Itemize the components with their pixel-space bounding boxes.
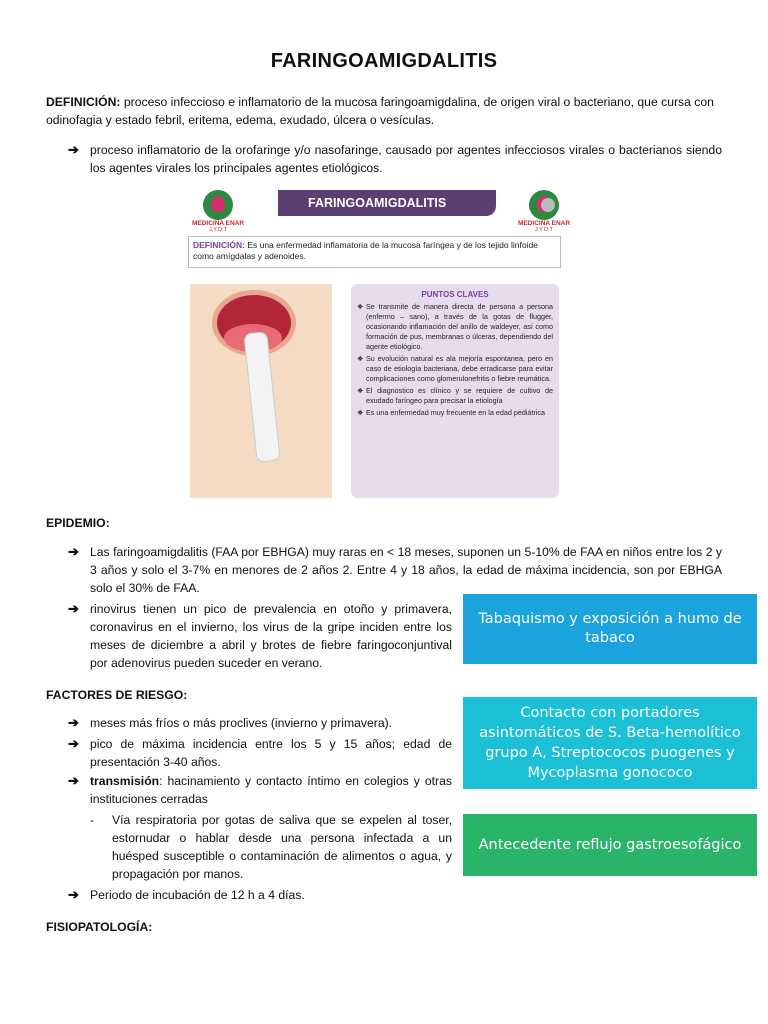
- definition-bullet: [68, 141, 722, 177]
- definition-text: proceso infeccioso e inflamatorio de la mucosa faringoamigdalina, de origen viral o bacteriano, que cursa con odinofagia y estado febril, eritema, edema, exudado, úlcera o vesículas.: [46, 95, 714, 127]
- dash-marker: -: [90, 813, 95, 827]
- infographic-image: [188, 186, 571, 500]
- infographic-def-label: DEFINICIÓN:: [193, 240, 245, 250]
- risk-heading: FACTORES DE RIESGO:: [46, 688, 188, 702]
- definition-label: DEFINICIÓN:: [46, 95, 121, 109]
- infographic-definition: [188, 236, 561, 268]
- arrow-icon: ➔: [68, 715, 79, 730]
- brain-logo-icon: [203, 190, 233, 220]
- zoom-icon: [541, 198, 555, 212]
- logo-sub: J.Y.O.T: [535, 227, 553, 233]
- epidemio-bullet: ➔ Las faringoamigdalitis (FAA por EBHGA) muy raras en < 18 meses, suponen un 5-10% de FAA en niños entre los 2 y 3 años y solo el 3-7% en menores de 2 años 2. Entre 4 y 18 años, la edad de máxima incidencia, son por EBHGA solo el 30% de FAA.: [68, 544, 722, 595]
- risk-box-reflux: Antecedente reflujo gastroesofágico: [463, 814, 757, 876]
- arrow-icon: ➔: [68, 601, 79, 616]
- diamond-icon: ❖: [357, 354, 364, 363]
- key-point: ❖ Se transmite de manera directa de persona a persona (enfermo – sano), a través de la gotas de flugger, ocasionando inflamación del anillo de waldeyer, así como formación de pus, membranas o úlceras, dependiendo del agente etiológico.: [357, 302, 553, 351]
- definition-bullet-text: proceso inflamatorio de la orofaringe y/o nasofaringe, causado por agentes infecciosos virales o bacterianos siendo los agentes virales los principales agentes etiológicos.: [90, 143, 722, 175]
- arrow-icon: ➔: [68, 142, 79, 157]
- page-title: FARINGOAMIGDALITIS: [270, 50, 498, 72]
- arrow-icon: ➔: [68, 544, 79, 559]
- fisio-heading: FISIOPATOLOGÍA:: [46, 920, 153, 934]
- key-point: ❖ Su evolución natural es ala mejoría espontanea, pero en caso de etiología bacteriana, debe erradicarse para evitar complicaciones como glomerulonefritis o fiebre reumática.: [357, 354, 553, 383]
- key-point: ❖ El diagnostico es clínico y se requiere de cultivo de exudado faríngeo para precisar la etiología: [357, 386, 553, 405]
- infographic-banner: FARINGOAMIGDALITIS: [278, 190, 496, 216]
- arrow-icon: ➔: [68, 773, 79, 788]
- risk-box-carriers: Contacto con portadores asintomáticos de S. Beta-hemolítico grupo A, Streptococos puogenes y Mycoplasma gonococo: [463, 697, 757, 789]
- arrow-icon: ➔: [68, 887, 79, 902]
- arrow-icon: ➔: [68, 736, 79, 751]
- diamond-icon: ❖: [357, 386, 364, 395]
- risk-bullet: ➔ meses más fríos o más proclives (invierno y primavera).: [68, 715, 393, 730]
- definition-paragraph: [46, 93, 722, 129]
- epidemio-bullet: ➔ rinovirus tienen un pico de prevalencia en otoño y primavera, coronavirus en el invierno, los virus de la gripe inciden entre los meses de diciembre a abril y brotes de fiebre faringoconjuntival por adenovirus pueden suceder en verano.: [68, 601, 452, 670]
- diamond-icon: ❖: [357, 302, 364, 311]
- key-points-box: [351, 284, 559, 498]
- logo-sub: J.Y.O.T: [209, 227, 227, 233]
- risk-bullet: ➔ transmisión: hacinamiento y contacto íntimo en colegios y otras instituciones cerradas: [68, 773, 452, 806]
- key-points-title: PUNTOS CLAVES: [421, 290, 489, 299]
- risk-sub-item: - Vía respiratoria por gotas de saliva que se expelen al toser, estornudar o hablar desde una persona infectada a un huésped susceptible o contaminación de alimentos o agua, y propagación por manos.: [90, 813, 452, 881]
- logo-right: [516, 190, 572, 234]
- infographic-def-text: Es una enfermedad inflamatoria de la mucosa faríngea y de los tejido linfoide como amígdalas y adenoides.: [193, 240, 538, 261]
- risk-bullet: ➔ Periodo de incubación de 12 h a 4 días.: [68, 887, 305, 902]
- risk-box-smoking: Tabaquismo y exposición a humo de tabaco: [463, 594, 757, 664]
- logo-text: MEDICINA ENAR: [517, 220, 571, 227]
- key-point: ❖ Es una enfermedad muy frecuente en la edad pediátrica: [357, 408, 546, 417]
- logo-text: MEDICINA ENAR: [191, 220, 245, 227]
- risk-bullet: ➔ pico de máxima incidencia entre los 5 y 15 años; edad de presentación 3-40 años.: [68, 736, 452, 769]
- logo-left: [190, 190, 246, 234]
- throat-illustration: [190, 284, 332, 498]
- epidemio-heading: EPIDEMIO:: [46, 516, 110, 530]
- diamond-icon: ❖: [357, 408, 364, 417]
